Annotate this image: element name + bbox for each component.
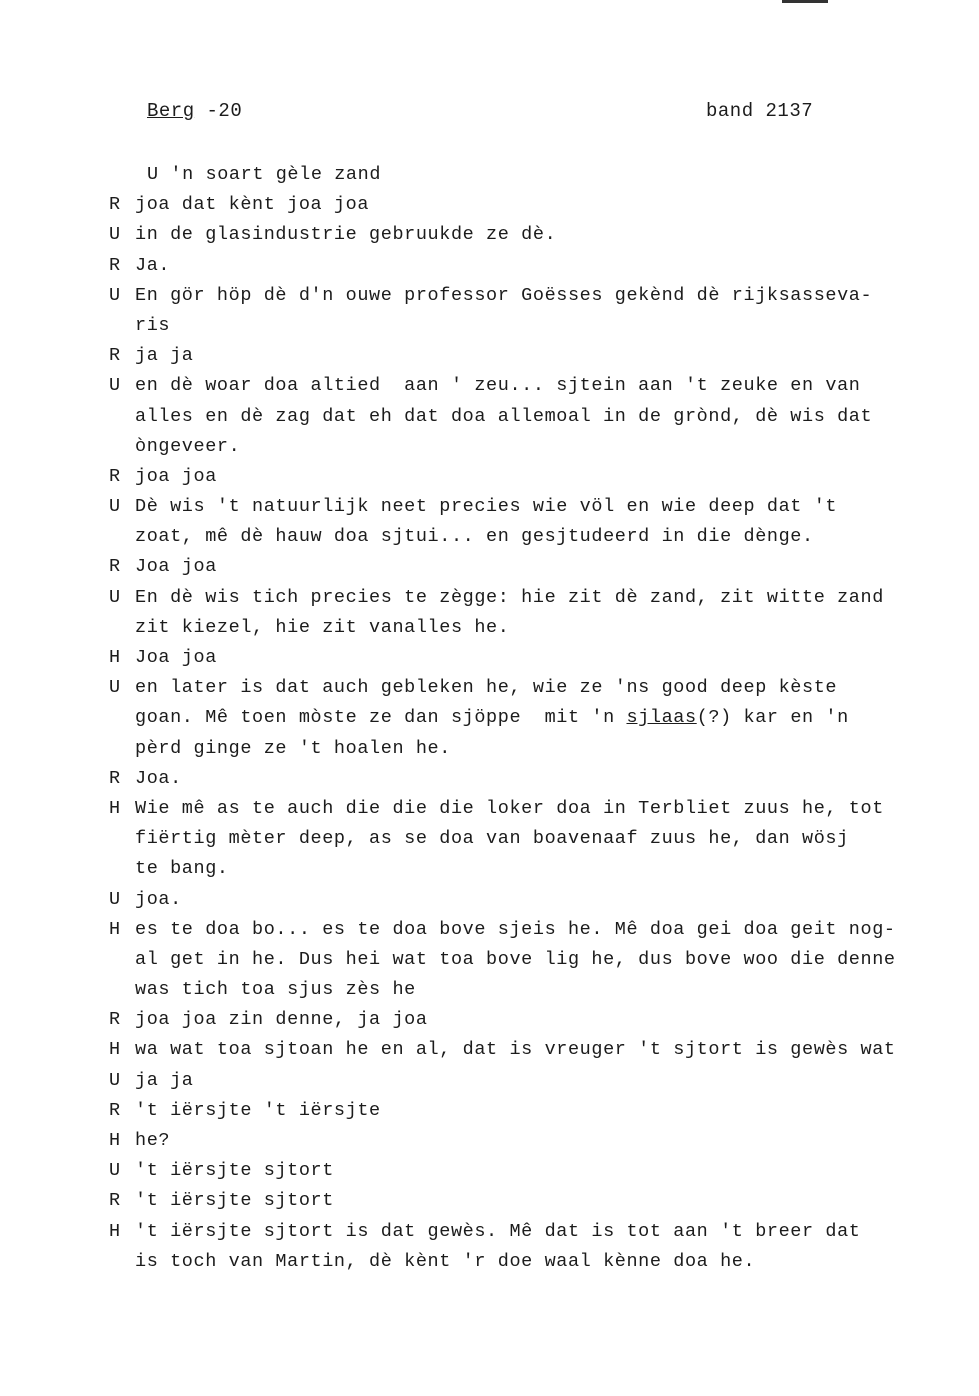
transcript-line bbox=[109, 764, 949, 794]
transcript-line bbox=[109, 1156, 949, 1186]
speaker-label: U bbox=[109, 1069, 121, 1091]
speaker-label: H bbox=[109, 1130, 121, 1151]
transcript-line bbox=[109, 734, 949, 764]
line-text: joa dat kènt joa joa bbox=[135, 194, 370, 216]
transcript-line bbox=[109, 281, 949, 311]
speaker-label: R bbox=[109, 1190, 121, 1212]
transcript-line bbox=[109, 1247, 949, 1277]
speaker-label: U bbox=[109, 586, 121, 608]
line-text: alles en dè zag dat eh dat doa allemoal in de grònd, dè wis dat bbox=[135, 405, 873, 427]
line-text: Joa joa bbox=[135, 647, 217, 668]
page-header-right: band 2137 bbox=[706, 100, 814, 122]
transcript-line bbox=[109, 402, 949, 432]
transcript-line bbox=[109, 915, 949, 945]
line-text: te bang. bbox=[135, 858, 229, 880]
speaker-label: R bbox=[109, 254, 121, 276]
transcript-line bbox=[109, 945, 949, 975]
line-text: 't iërsjte 't iërsjte bbox=[135, 1099, 381, 1121]
line-text: in de glasindustrie gebruukde ze dè. bbox=[135, 224, 557, 246]
line-text: 't iërsjte sjtort bbox=[135, 1190, 334, 1212]
speaker-label: U bbox=[109, 888, 121, 910]
speaker-label: R bbox=[109, 194, 121, 216]
header-page-number: -20 bbox=[194, 100, 243, 122]
transcript-line bbox=[109, 1217, 949, 1247]
transcript-line bbox=[109, 854, 949, 884]
line-text: 't iërsjte sjtort is dat gewès. Mê dat is tot aan 't breer dat bbox=[135, 1220, 861, 1242]
transcript-line bbox=[109, 522, 949, 552]
underlined-word: sjlaas bbox=[626, 707, 697, 729]
page-header-left bbox=[147, 100, 242, 122]
line-text: Wie mê as te auch die die die loker doa in Terbliet zuus he, tot bbox=[135, 797, 884, 819]
line-text: Joa joa bbox=[135, 556, 217, 578]
line-text: wa wat toa sjtoan he en al, dat is vreuger 't sjtort is gewès wat bbox=[135, 1039, 896, 1061]
transcript bbox=[109, 160, 949, 1277]
transcript-line bbox=[109, 341, 949, 371]
line-text: ris bbox=[135, 314, 171, 336]
transcript-line bbox=[109, 583, 949, 613]
transcript-line bbox=[109, 492, 949, 522]
transcript-line bbox=[109, 885, 949, 915]
transcript-line bbox=[109, 1066, 949, 1096]
transcript-line bbox=[109, 220, 949, 250]
transcript-line bbox=[109, 824, 949, 854]
speaker-label: R bbox=[109, 556, 121, 578]
transcript-line bbox=[109, 1186, 949, 1216]
speaker-label: R bbox=[109, 345, 121, 367]
transcript-line bbox=[109, 1005, 949, 1035]
speaker-label: U bbox=[109, 224, 121, 246]
line-text: joa joa zin denne, ja joa bbox=[135, 1009, 428, 1031]
transcript-line bbox=[109, 160, 949, 190]
speaker-label: R bbox=[109, 465, 121, 487]
line-text: zoat, mê dè hauw doa sjtui... en gesjtudeerd in die dènge. bbox=[135, 526, 814, 548]
transcript-line bbox=[109, 371, 949, 401]
line-text: ja ja bbox=[135, 1069, 194, 1091]
transcript-line bbox=[109, 462, 949, 492]
transcript-line bbox=[109, 432, 949, 462]
line-text: al get in he. Dus hei wat toa bove lig he, dus bove woo die denne bbox=[135, 948, 896, 970]
speaker-label: U bbox=[109, 284, 121, 306]
line-text: he? bbox=[135, 1130, 171, 1151]
line-text: joa joa bbox=[135, 465, 217, 487]
line-text: Ja. bbox=[135, 254, 171, 276]
speaker-label: U bbox=[109, 1160, 121, 1182]
transcript-line bbox=[109, 190, 949, 220]
line-text: Joa. bbox=[135, 767, 182, 789]
line-text: U 'n soart gèle zand bbox=[147, 164, 382, 185]
transcript-line bbox=[109, 1126, 949, 1156]
line-text: is toch van Martin, dè kènt 'r doe waal kènne doa he. bbox=[135, 1250, 756, 1272]
transcript-line bbox=[109, 311, 949, 341]
line-text: joa. bbox=[135, 888, 182, 910]
transcript-line bbox=[109, 613, 949, 643]
transcript-line bbox=[109, 673, 949, 703]
header-name: Berg bbox=[147, 100, 195, 122]
speaker-label: H bbox=[109, 797, 121, 819]
line-text: 't iërsjte sjtort bbox=[135, 1160, 334, 1182]
line-text: goan. Mê toen mòste ze dan sjöppe mit 'n sjlaas(?) kar en 'n bbox=[135, 707, 849, 729]
page-edge-mark bbox=[782, 0, 828, 3]
line-text: pèrd ginge ze 't hoalen he. bbox=[135, 737, 451, 759]
line-text: fiërtig mèter deep, as se doa van boavenaaf zuus he, dan wösj bbox=[135, 828, 849, 850]
speaker-label: U bbox=[109, 496, 121, 518]
transcript-line bbox=[109, 251, 949, 281]
line-text: En dè wis tich precies te zègge: hie zit dè zand, zit witte zand bbox=[135, 586, 884, 608]
speaker-label: H bbox=[109, 647, 121, 668]
line-text: en later is dat auch gebleken he, wie ze 'ns good deep kèste bbox=[135, 677, 838, 699]
transcript-line bbox=[109, 794, 949, 824]
transcript-line bbox=[109, 975, 949, 1005]
transcript-line bbox=[109, 1035, 949, 1065]
speaker-label: H bbox=[109, 1220, 121, 1242]
transcript-line bbox=[109, 552, 949, 582]
line-text: en dè woar doa altied aan ' zeu... sjtein aan 't zeuke en van bbox=[135, 375, 861, 397]
transcript-line bbox=[109, 1096, 949, 1126]
line-text: es te doa bo... es te doa bove sjeis he. Mê doa gei doa geit nog- bbox=[135, 918, 896, 940]
line-text: was tich toa sjus zès he bbox=[135, 979, 416, 1001]
speaker-label: U bbox=[109, 375, 121, 397]
speaker-label: R bbox=[109, 1099, 121, 1121]
transcript-line bbox=[109, 703, 949, 733]
line-text: zit kiezel, hie zit vanalles he. bbox=[135, 616, 510, 638]
line-text: Dè wis 't natuurlijk neet precies wie völ en wie deep dat 't bbox=[135, 496, 838, 518]
speaker-label: H bbox=[109, 918, 121, 940]
line-text: ja ja bbox=[135, 345, 194, 367]
line-text: En gör höp dè d'n ouwe professor Goësses gekènd dè rijksasseva- bbox=[135, 284, 873, 306]
line-text: òngeveer. bbox=[135, 435, 241, 457]
speaker-label: U bbox=[109, 677, 121, 699]
speaker-label: R bbox=[109, 1009, 121, 1031]
speaker-label: H bbox=[109, 1039, 121, 1061]
speaker-label: R bbox=[109, 767, 121, 789]
transcript-line bbox=[109, 643, 949, 673]
